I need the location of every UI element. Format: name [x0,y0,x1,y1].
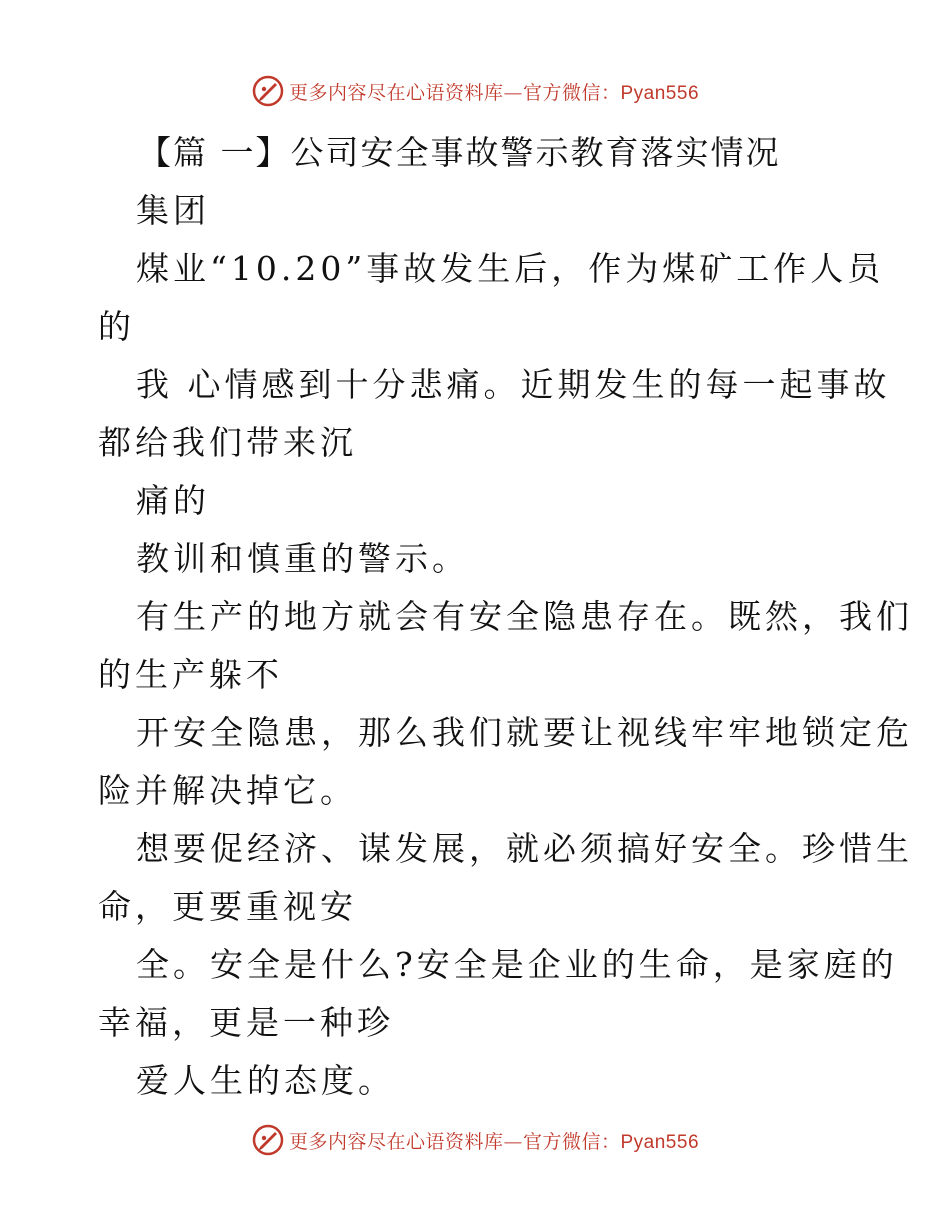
footer-banner-text: 更多内容尽在心语资料库—官方微信：Pyan556 [288,1130,700,1153]
document-title: 【篇 一】公司安全事故警示教育落实情况 [138,133,781,172]
text-line: 想要促经济、谋发展，就必须搞好安全。珍惜生 [136,829,913,868]
text-line: 开安全隐患，那么我们就要让视线牢牢地锁定危 [136,713,913,752]
text-line: 我 心情感到十分悲痛。近期发生的每一起事故 [136,365,891,404]
text-line: 教训和慎重的警示。 [136,539,469,578]
text-line: 煤业“10.20”事故发生后，作为煤矿工作人员 [136,249,885,288]
footer-contact-id: Pyan556 [620,1131,700,1153]
header-contact-id: Pyan556 [620,82,700,104]
quill-logo-icon [251,74,285,108]
text-line: 险并解决掉它。 [98,771,357,810]
header-banner [0,71,950,111]
quill-logo-icon [251,1123,285,1157]
text-line: 的 [98,307,135,346]
text-line: 全。安全是什么?安全是企业的生命，是家庭的 [136,945,898,984]
text-line: 集团 [136,191,210,230]
text-line: 幸福，更是一种珍 [98,1003,394,1042]
text-line: 都给我们带来沉 [98,423,357,462]
text-line: 痛的 [136,481,210,520]
header-banner-text: 更多内容尽在心语资料库—官方微信：Pyan556 [288,81,700,104]
text-line: 有生产的地方就会有安全隐患存在。既然，我们 [136,597,913,636]
footer-banner [0,1120,950,1160]
text-line: 命，更要重视安 [98,887,357,926]
text-line: 爱人生的态度。 [136,1061,395,1100]
document-body [98,124,913,1110]
text-line: 的生产躲不 [98,655,283,694]
